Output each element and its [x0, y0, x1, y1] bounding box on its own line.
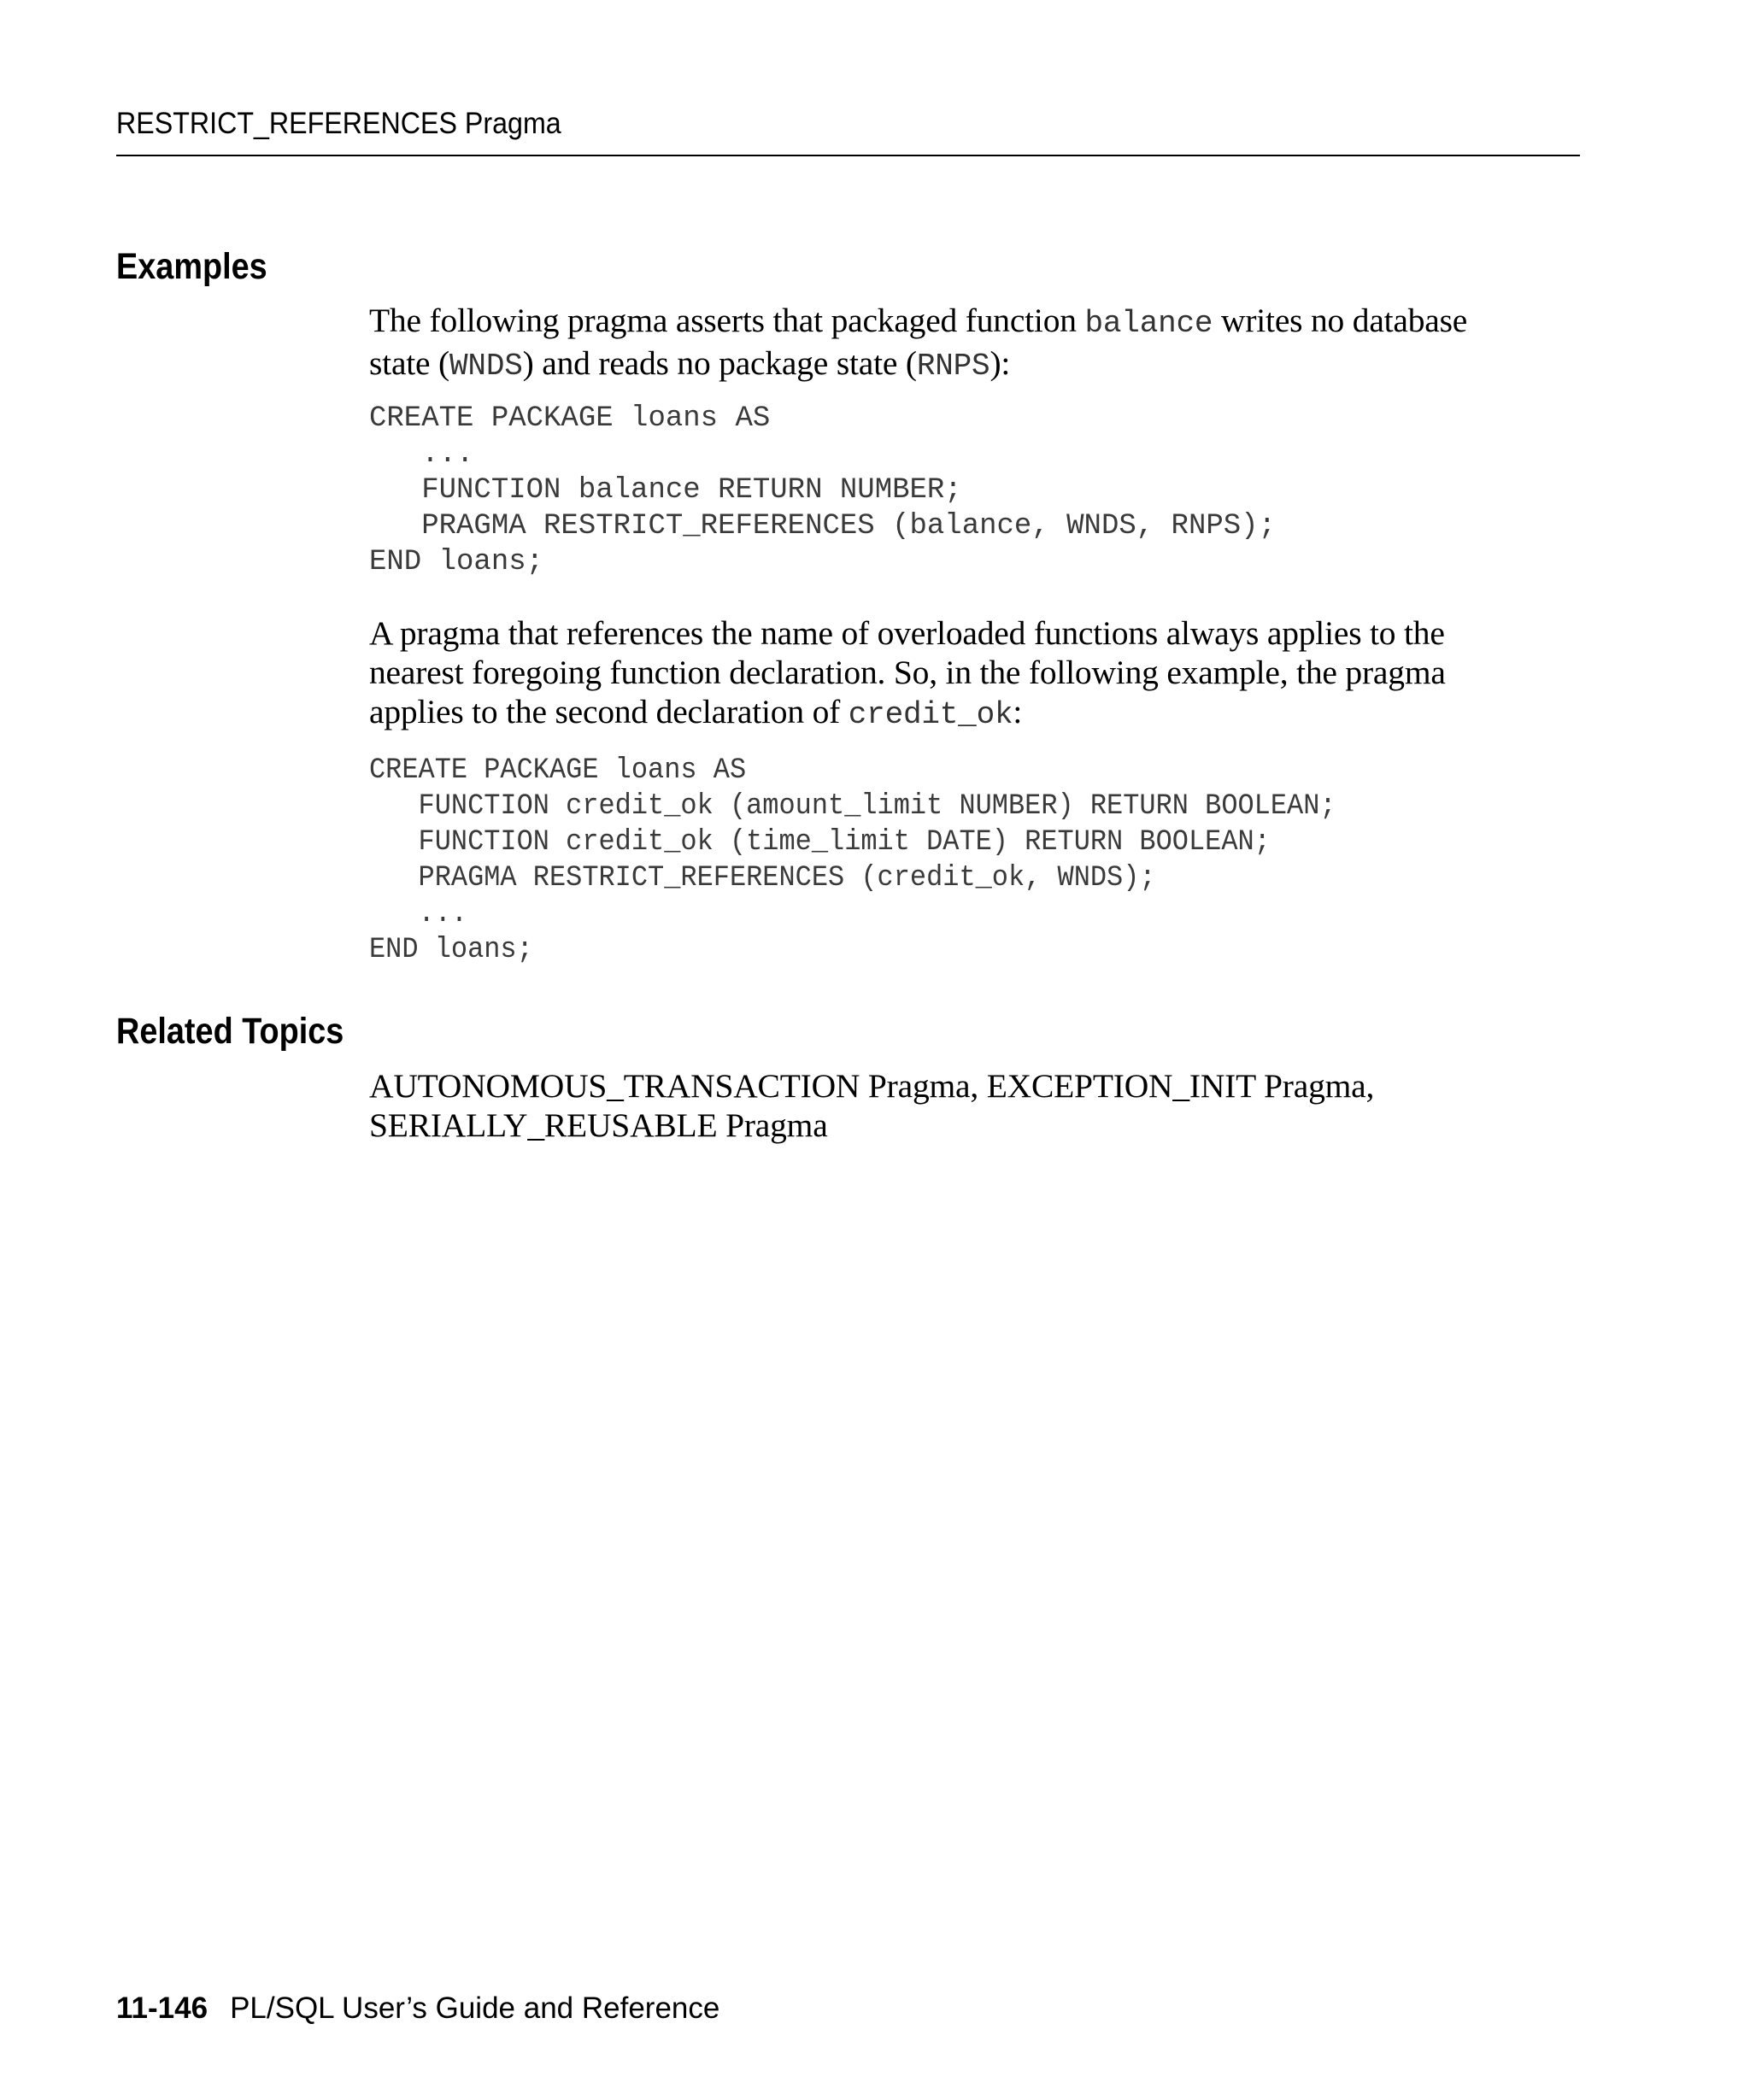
related-topics-links: [369, 1066, 1600, 1145]
code-line: CREATE PACKAGE loans AS: [369, 754, 747, 787]
paragraph-line: nearest foregoing function declaration. So, in the following example, the pragma: [369, 654, 1446, 691]
examples-heading: Examples: [116, 246, 267, 287]
page-number: 11-146: [116, 1991, 208, 2025]
paragraph-line: state (WNDS) and reads no package state (RNPS):: [369, 344, 1011, 384]
inline-code-wnds: WNDS: [449, 349, 523, 384]
related-topics-heading: Related Topics: [116, 1011, 344, 1052]
running-header-title: RESTRICT_REFERENCES Pragma: [116, 107, 561, 140]
paragraph-line: A pragma that references the name of overloaded functions always applies to the: [369, 614, 1445, 652]
paragraph-line: The following pragma asserts that packaged function balance writes no database: [369, 302, 1468, 341]
code-example-1: [369, 401, 1276, 580]
book-title: PL/SQL User’s Guide and Reference: [230, 1991, 720, 2025]
code-line: END loans;: [369, 546, 544, 578]
code-line: PRAGMA RESTRICT_REFERENCES (balance, WNDS, RNPS);: [369, 510, 1276, 543]
code-line: FUNCTION credit_ok (amount_limit NUMBER) RETURN BOOLEAN;: [369, 790, 1336, 823]
related-topics-line: SERIALLY_REUSABLE Pragma: [369, 1106, 828, 1144]
code-line: ...: [369, 438, 474, 471]
code-example-2: [369, 753, 1398, 968]
inline-code-balance: balance: [1084, 306, 1213, 341]
code-line: ...: [369, 898, 468, 930]
examples-intro-paragraph: [369, 301, 1600, 386]
code-line: PRAGMA RESTRICT_REFERENCES (credit_ok, WNDS);: [369, 862, 1156, 895]
paragraph-line: applies to the second declaration of credit_ok:: [369, 693, 1023, 732]
code-line: FUNCTION credit_ok (time_limit DATE) RETURN BOOLEAN;: [369, 826, 1271, 859]
code-line: CREATE PACKAGE loans AS: [369, 402, 771, 435]
code-line: FUNCTION balance RETURN NUMBER;: [369, 474, 962, 507]
page-footer: [116, 1991, 719, 2027]
related-topics-line: AUTONOMOUS_TRANSACTION Pragma, EXCEPTION_INIT Pragma,: [369, 1067, 1375, 1105]
code-line: END loans;: [369, 934, 533, 966]
overload-paragraph: [369, 613, 1600, 735]
inline-code-credit-ok: credit_ok: [848, 697, 1013, 732]
inline-code-rnps: RNPS: [916, 349, 990, 384]
header-divider: [116, 155, 1580, 156]
